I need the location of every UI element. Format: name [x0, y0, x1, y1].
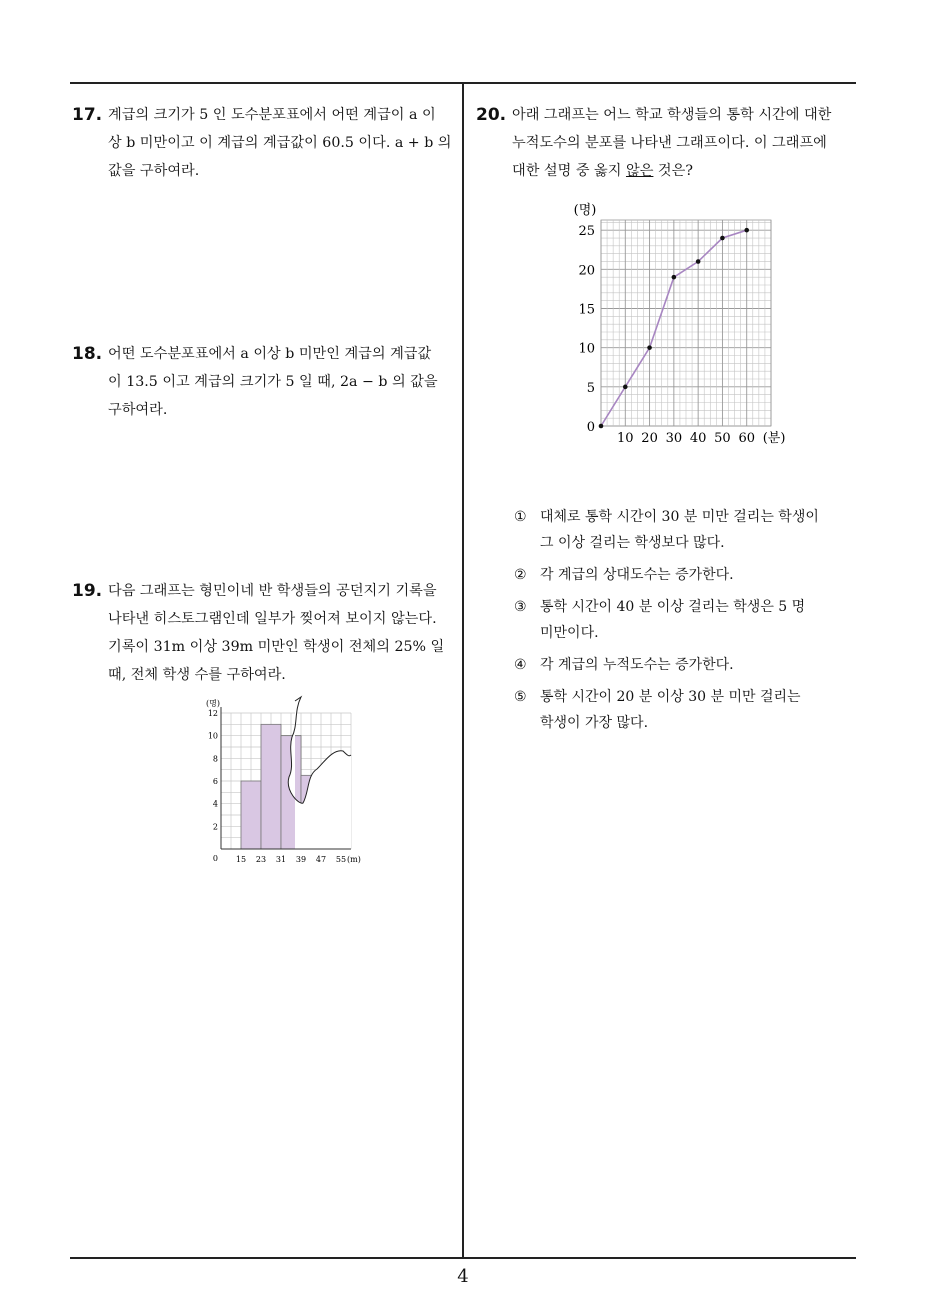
y-tick-label: 0 [586, 420, 595, 435]
y-tick-label: 4 [212, 799, 218, 809]
x-tick-label: 39 [295, 855, 307, 864]
problem-number: 18. [72, 344, 103, 364]
y-tick-label: 20 [578, 263, 595, 279]
problem-number: 20. [476, 105, 507, 125]
y-tick-label: 2 [212, 822, 218, 832]
choice-mark: ③ [514, 599, 527, 615]
x-tick-label: 30 [665, 431, 683, 446]
choice-text: 대체로 통학 시간이 30 분 미만 걸리는 학생이 그 이상 걸리는 학생보다 많다. [540, 509, 819, 551]
y-axis-label: (명) [206, 699, 220, 708]
choice-text: 통학 시간이 20 분 이상 30 분 미만 걸리는 학생이 가장 많다. [540, 689, 801, 731]
problem-text: 다음 그래프는 형민이네 반 학생들의 공던지기 기록을 나타낸 히스토그램인데 일부가 찢어져 보이지 않는다. 기록이 31m 이상 39m 미만인 학생이 전체의 25% 일 때, 전체 학생 수를 구하여라. [108, 583, 445, 683]
data-point [623, 385, 628, 390]
x-tick-label: 31 [275, 855, 287, 864]
problem-20 [476, 101, 860, 185]
y-tick-label: 0 [212, 854, 218, 863]
page-number: 4 [457, 1266, 469, 1287]
data-point [744, 228, 749, 233]
choice-mark: ① [514, 509, 527, 525]
y-tick-label: 6 [212, 777, 218, 786]
y-tick-label: 12 [207, 709, 218, 718]
problem-text [512, 101, 860, 185]
y-tick-label: 25 [578, 224, 595, 240]
histogram-bar [261, 724, 281, 849]
histogram-bar [241, 781, 261, 849]
x-tick-label: 50 [714, 431, 731, 446]
y-tick-label: 10 [207, 731, 218, 741]
y-axis-label: (명) [573, 203, 597, 218]
problem-text-part: 것은? [653, 163, 693, 179]
problem-text: 계급의 크기가 5 인 도수분포표에서 어떤 계급이 a 이 상 b 미만이고 이 계급의 계급값이 60.5 이다. a + b 의 값을 구하여라. [108, 107, 452, 179]
underlined-word: 않은 [625, 163, 654, 179]
x-tick-label: 10 [617, 431, 634, 446]
choice-text: 통학 시간이 40 분 이상 걸리는 학생은 5 명 미만이다. [540, 599, 806, 641]
bottom-rule [70, 1257, 856, 1259]
choice-2 [514, 562, 859, 588]
answer-choices [514, 504, 859, 742]
x-tick-label: 15 [235, 855, 247, 864]
choice-mark: ② [514, 567, 527, 583]
problem-text: 어떤 도수분포표에서 a 이상 b 미만인 계급의 계급값 이 13.5 이고 계급의 크기가 5 일 때, 2a − b 의 값을 구하여라. [108, 346, 438, 418]
choice-4 [514, 652, 859, 678]
x-axis-label: (m) [347, 855, 361, 864]
problem-17 [72, 101, 456, 185]
data-point [599, 424, 604, 429]
cumulative-frequency-chart [565, 198, 805, 453]
data-point [696, 259, 701, 264]
choice-text: 각 계급의 누적도수는 증가한다. [540, 657, 734, 673]
problem-number: 17. [72, 105, 103, 125]
problem-number: 19. [72, 581, 103, 601]
x-tick-label: 55 [335, 855, 347, 864]
x-tick-label: 23 [255, 855, 267, 864]
y-tick-label: 5 [586, 380, 595, 396]
x-tick-label: 40 [689, 431, 707, 446]
x-tick-label: 20 [641, 431, 658, 446]
x-tick-label: 47 [315, 855, 327, 864]
choice-5 [514, 684, 859, 736]
column-divider [462, 82, 464, 1259]
data-point [647, 345, 652, 350]
y-tick-label: 8 [212, 754, 218, 764]
choice-1 [514, 504, 859, 556]
histogram-chart [195, 695, 370, 870]
choice-mark: ④ [514, 657, 527, 673]
data-point [672, 275, 677, 280]
problem-text-part: 아래 그래프는 어느 학교 학생들의 통학 시간에 대한 누적도수의 분포를 나타낸 그래프이다. 이 그래프에 대한 설명 중 옳지 [512, 107, 832, 179]
x-axis-label: (분) [762, 431, 786, 446]
x-tick-label: 60 [738, 431, 755, 446]
y-tick-label: 15 [578, 302, 595, 318]
choice-mark: ⑤ [514, 689, 527, 705]
choice-3 [514, 594, 859, 646]
data-point [720, 236, 725, 241]
y-tick-label: 10 [578, 341, 595, 357]
problem-19 [72, 577, 456, 689]
choice-text: 각 계급의 상대도수는 증가한다. [540, 567, 734, 583]
problem-18 [72, 340, 456, 424]
